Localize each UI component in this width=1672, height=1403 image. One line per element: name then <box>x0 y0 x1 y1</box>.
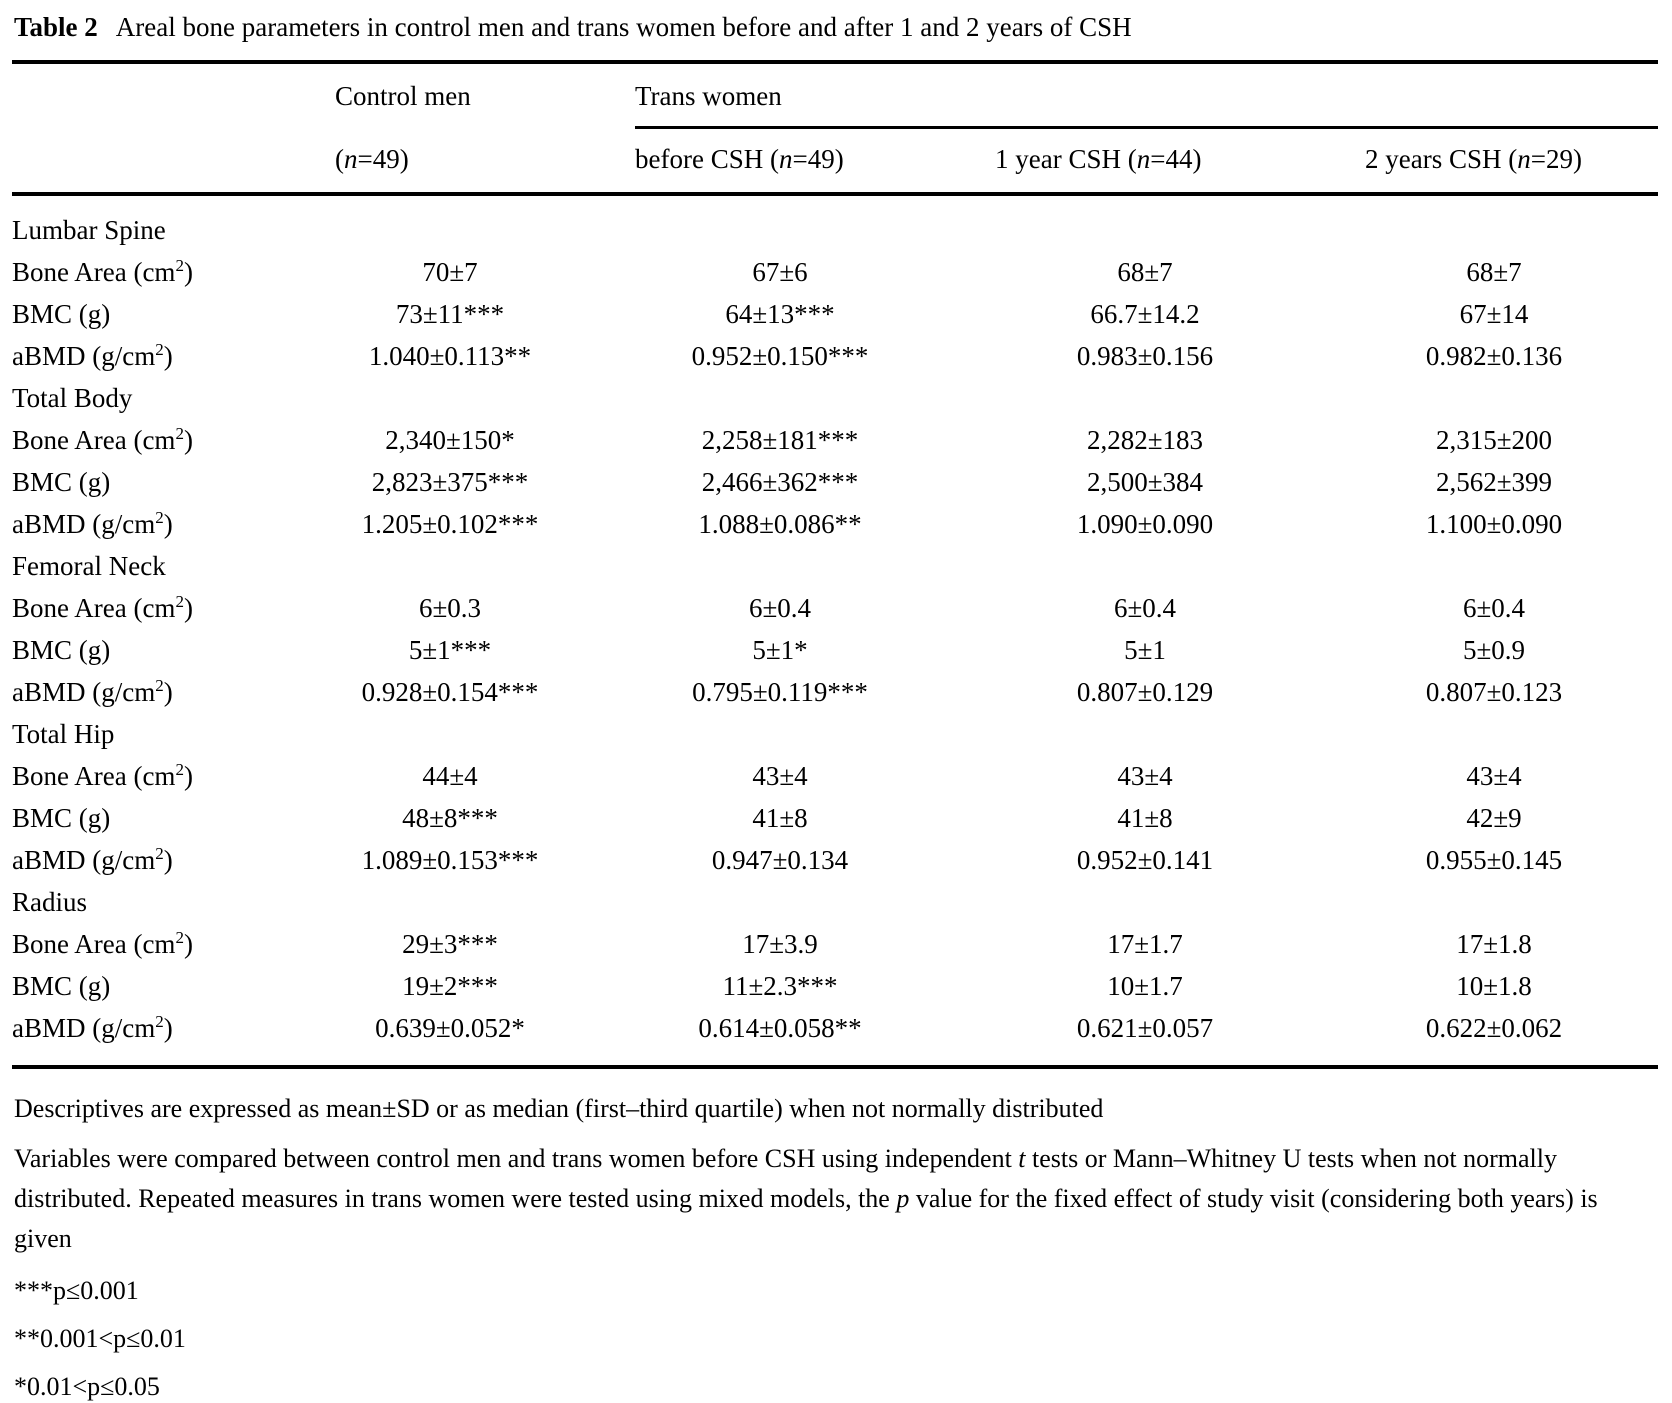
subheader-text: =44) <box>1150 144 1202 174</box>
value-cell: 17±3.9 <box>742 928 818 959</box>
subheader-text: 2 years CSH ( <box>1365 144 1518 174</box>
value-cell: 1.089±0.153*** <box>361 844 539 875</box>
section-header-row <box>12 881 1658 923</box>
value-cell: 5±0.9 <box>1462 634 1526 665</box>
subheader-text: 1 year CSH ( <box>995 144 1137 174</box>
value-cell: 66.7±14.2 <box>1090 298 1200 329</box>
table-row <box>12 461 1658 503</box>
row-label <box>12 797 300 839</box>
value-cell: 0.614±0.058** <box>698 1012 862 1043</box>
footnote-significance-2star: **0.001<p≤0.01 <box>14 1324 186 1353</box>
value-cell: 0.807±0.123 <box>1425 676 1563 707</box>
col-subheader-before-csh <box>600 129 960 194</box>
value-cell: 0.621±0.057 <box>1076 1012 1214 1043</box>
subheader-text: =29) <box>1530 144 1582 174</box>
col-subheader-2-years-csh <box>1330 129 1658 194</box>
value-cell: 0.955±0.145 <box>1425 844 1563 875</box>
value-cell: 67±6 <box>752 256 808 287</box>
row-label-text: ) <box>183 592 193 623</box>
value-cell: 0.928±0.154*** <box>361 676 539 707</box>
row-label-text: Bone Area (cm <box>12 928 176 959</box>
row-label-text: ) <box>183 424 193 455</box>
value-cell: 2,466±362*** <box>701 466 859 497</box>
table-row <box>12 965 1658 1007</box>
row-label-text: BMC (g) <box>12 298 111 329</box>
value-cell: 6±0.4 <box>1462 592 1526 623</box>
value-cell: 64±13*** <box>725 298 835 329</box>
footnote-methods <box>14 1139 1660 1259</box>
table-row <box>12 293 1658 335</box>
subheader-text: =49) <box>792 144 844 174</box>
row-label-text: BMC (g) <box>12 970 111 1001</box>
value-cell: 0.622±0.062 <box>1425 1012 1563 1043</box>
value-cell: 2,258±181*** <box>701 424 859 455</box>
subheader-text: ( <box>335 144 344 174</box>
value-cell: 10±1.8 <box>1456 970 1532 1001</box>
section-header-row <box>12 377 1658 419</box>
value-cell: 1.205±0.102*** <box>361 508 539 539</box>
value-cell: 0.983±0.156 <box>1076 340 1214 371</box>
superscript: 2 <box>175 591 184 611</box>
row-label-text: Bone Area (cm <box>12 592 176 623</box>
section-header-row <box>12 194 1658 251</box>
table-caption: Areal bone parameters in control men and trans women before and after 1 and 2 years of CSH <box>115 12 1132 42</box>
value-cell: 29±3*** <box>402 928 498 959</box>
col-header-control-men: Control men <box>335 81 471 111</box>
row-label-text: BMC (g) <box>12 802 111 833</box>
row-label <box>12 629 300 671</box>
table-row <box>12 335 1658 377</box>
value-cell: 2,500±384 <box>1086 466 1204 497</box>
value-cell: 17±1.8 <box>1456 928 1532 959</box>
table-row <box>12 1007 1658 1067</box>
section-name: Radius <box>12 886 88 917</box>
italic-n: n <box>1517 144 1531 174</box>
table-row <box>12 839 1658 881</box>
value-cell: 43±4 <box>1117 760 1173 791</box>
value-cell: 48±8*** <box>402 802 498 833</box>
superscript: 2 <box>155 843 164 863</box>
data-table <box>12 60 1658 1069</box>
table-footnotes <box>14 1089 1660 1403</box>
table-row <box>12 755 1658 797</box>
value-cell: 67±14 <box>1459 298 1529 329</box>
footnote-text: value for the fixed effect of study visit (considering both years) is given <box>14 1184 1598 1253</box>
row-label <box>12 419 300 461</box>
row-label-text: Bone Area (cm <box>12 760 176 791</box>
value-cell: 5±1* <box>752 634 808 665</box>
row-label-text: aBMD (g/cm <box>12 844 156 875</box>
value-cell: 0.982±0.136 <box>1425 340 1563 371</box>
trans-women-label: Trans women <box>635 81 1658 129</box>
subheader-text: =49) <box>357 144 409 174</box>
value-cell: 6±0.4 <box>1113 592 1177 623</box>
table-row <box>12 923 1658 965</box>
table-title <box>14 10 1658 44</box>
superscript: 2 <box>175 759 184 779</box>
table-row <box>12 251 1658 293</box>
col-subheader-1-year-csh <box>960 129 1330 194</box>
superscript: 2 <box>155 675 164 695</box>
row-label-text: ) <box>163 340 173 371</box>
row-label <box>12 335 300 377</box>
italic-p: p <box>896 1184 910 1213</box>
section-name: Total Hip <box>12 718 115 749</box>
row-label-text: aBMD (g/cm <box>12 340 156 371</box>
value-cell: 2,315±200 <box>1435 424 1553 455</box>
table-row <box>12 587 1658 629</box>
table-row <box>12 797 1658 839</box>
value-cell: 43±4 <box>752 760 808 791</box>
row-label <box>12 839 300 881</box>
row-label-text: Bone Area (cm <box>12 256 176 287</box>
value-cell: 0.639±0.052* <box>375 1012 525 1043</box>
value-cell: 1.088±0.086** <box>698 508 862 539</box>
table-row <box>12 671 1658 713</box>
row-label <box>12 671 300 713</box>
value-cell: 5±1 <box>1124 634 1166 665</box>
value-cell: 44±4 <box>422 760 478 791</box>
row-label-text: Bone Area (cm <box>12 424 176 455</box>
row-label-text: ) <box>163 844 173 875</box>
subheader-text: before CSH ( <box>635 144 779 174</box>
value-cell: 11±2.3*** <box>722 970 838 1001</box>
table-row <box>12 629 1658 671</box>
row-label-text: ) <box>183 928 193 959</box>
row-label <box>12 251 300 293</box>
value-cell: 0.952±0.141 <box>1076 844 1214 875</box>
value-cell: 0.807±0.129 <box>1076 676 1214 707</box>
col-subheader-control-n <box>300 129 600 194</box>
superscript: 2 <box>175 423 184 443</box>
value-cell: 68±7 <box>1466 256 1522 287</box>
value-cell: 0.947±0.134 <box>711 844 849 875</box>
value-cell: 2,562±399 <box>1435 466 1553 497</box>
superscript: 2 <box>155 1011 164 1031</box>
row-label-text: aBMD (g/cm <box>12 1012 156 1043</box>
table-row <box>12 419 1658 461</box>
value-cell: 5±1*** <box>408 634 492 665</box>
value-cell: 0.952±0.150*** <box>691 340 869 371</box>
section-header-row <box>12 545 1658 587</box>
section-name: Femoral Neck <box>12 550 166 581</box>
row-label-text: aBMD (g/cm <box>12 676 156 707</box>
row-label <box>12 293 300 335</box>
row-label-text: BMC (g) <box>12 466 111 497</box>
italic-t: t <box>1018 1144 1026 1173</box>
value-cell: 41±8 <box>752 802 808 833</box>
value-cell: 2,282±183 <box>1086 424 1204 455</box>
value-cell: 42±9 <box>1466 802 1522 833</box>
table-row <box>12 503 1658 545</box>
value-cell: 2,823±375*** <box>371 466 529 497</box>
value-cell: 68±7 <box>1117 256 1173 287</box>
row-label <box>12 923 300 965</box>
superscript: 2 <box>175 927 184 947</box>
superscript: 2 <box>175 255 184 275</box>
section-header-row <box>12 713 1658 755</box>
value-cell: 43±4 <box>1466 760 1522 791</box>
footnote-descriptives: Descriptives are expressed as mean±SD or as median (first–third quartile) when not normally distributed <box>14 1094 1104 1123</box>
row-label-text: ) <box>163 676 173 707</box>
row-label <box>12 461 300 503</box>
superscript: 2 <box>155 339 164 359</box>
empty-corner-cell <box>12 62 300 129</box>
col-header-trans-women <box>600 62 1658 129</box>
value-cell: 6±0.3 <box>418 592 482 623</box>
footnote-text: tests or Mann–Whitney U tests when not normally distributed. Repeated measures in trans women were tested using mixed models, the <box>14 1144 1558 1213</box>
value-cell: 70±7 <box>422 256 478 287</box>
footnote-significance-1star: *0.01<p≤0.05 <box>14 1372 160 1401</box>
row-label <box>12 755 300 797</box>
row-label-text: ) <box>183 256 193 287</box>
italic-n: n <box>344 144 358 174</box>
table-number: Table 2 <box>14 12 98 42</box>
value-cell: 19±2*** <box>402 970 498 1001</box>
row-label <box>12 1007 300 1067</box>
value-cell: 6±0.4 <box>748 592 812 623</box>
section-name: Lumbar Spine <box>12 214 166 245</box>
value-cell: 41±8 <box>1117 802 1173 833</box>
section-name: Total Body <box>12 382 133 413</box>
value-cell: 1.090±0.090 <box>1076 508 1214 539</box>
footnote-significance-3star: ***p≤0.001 <box>14 1276 139 1305</box>
row-label <box>12 965 300 1007</box>
italic-n: n <box>1136 144 1151 174</box>
row-label-text: BMC (g) <box>12 634 111 665</box>
group-header-row <box>12 62 1658 129</box>
row-label-text: ) <box>163 508 173 539</box>
row-label-text: ) <box>163 1012 173 1043</box>
value-cell: 1.100±0.090 <box>1425 508 1563 539</box>
value-cell: 0.795±0.119*** <box>692 676 868 707</box>
row-label-text: aBMD (g/cm <box>12 508 156 539</box>
value-cell: 1.040±0.113** <box>368 340 532 371</box>
footnote-text: Variables were compared between control men and trans women before CSH using independent <box>14 1144 1019 1173</box>
row-label <box>12 503 300 545</box>
italic-n: n <box>778 144 793 174</box>
value-cell: 10±1.7 <box>1107 970 1183 1001</box>
superscript: 2 <box>155 507 164 527</box>
value-cell: 2,340±150* <box>385 424 515 455</box>
value-cell: 73±11*** <box>395 298 505 329</box>
empty-corner-cell <box>12 129 300 194</box>
sub-header-row <box>12 129 1658 194</box>
value-cell: 17±1.7 <box>1107 928 1183 959</box>
row-label-text: ) <box>183 760 193 791</box>
row-label <box>12 587 300 629</box>
